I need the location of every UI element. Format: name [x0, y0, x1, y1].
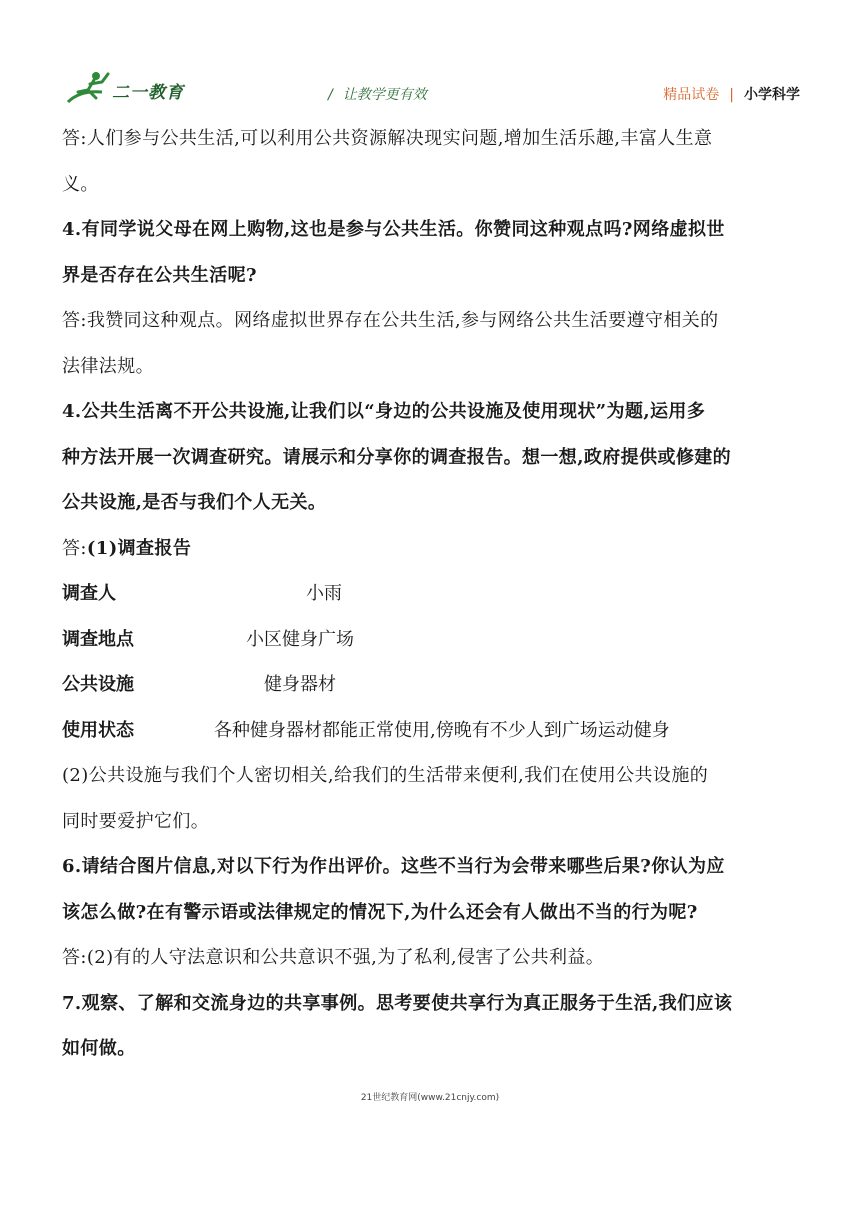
answer-line: 答:我赞同这种观点。网络虚拟世界存在公共生活,参与网络公共生活要遵守相关的	[62, 310, 719, 331]
logo-text: 二一教育	[112, 83, 184, 103]
answer-line: 法律法规。	[62, 355, 154, 377]
runner-logo-icon	[66, 70, 114, 106]
logo	[66, 70, 186, 110]
page-header	[0, 0, 860, 112]
header-separator: |	[729, 87, 734, 103]
report-row	[62, 662, 802, 708]
report-row	[62, 708, 802, 754]
document-body	[62, 116, 802, 1072]
report-label: 调查人	[62, 583, 116, 604]
page-footer: 21世纪教育网(www.21cnjy.com)	[360, 1093, 500, 1103]
answer-line: 答:人们参与公共生活,可以利用公共资源解决现实问题,增加生活乐趣,丰富人生意	[62, 128, 713, 149]
report-heading	[62, 526, 802, 572]
question-line: 该怎么做?在有警示语或法律规定的情况下,为什么还会有人做出不当的行为呢?	[62, 901, 698, 923]
answer-line: 答:(2)有的人守法意识和公共意识不强,为了私利,侵害了公共利益。	[62, 947, 605, 968]
question-line: 4.有同学说父母在网上购物,这也是参与公共生活。你赞同这种观点吗?网络虚拟世	[62, 219, 725, 240]
report-value: 各种健身器材都能正常使用,傍晚有不少人到广场运动健身	[214, 719, 670, 741]
paper-tag: 精品试卷	[663, 87, 720, 103]
slogan-text: 让教学更有效	[342, 87, 427, 103]
brand-right	[663, 84, 800, 104]
slogan	[328, 84, 427, 104]
answer-line: 同时要爱护它们。	[62, 810, 210, 832]
answer-line: 义。	[62, 173, 99, 195]
slogan-slash: /	[328, 87, 333, 103]
question-line: 4.公共生活离不开公共设施,让我们以“身边的公共设施及使用现状”为题,运用多	[62, 401, 706, 422]
report-label: 使用状态	[62, 719, 134, 741]
report-label: 公共设施	[62, 674, 134, 695]
answer-line: (2)公共设施与我们个人密切相关,给我们的生活带来便利,我们在使用公共设施的	[62, 765, 709, 786]
question-line: 界是否存在公共生活呢?	[62, 264, 257, 286]
question-line: 公共设施,是否与我们个人无关。	[62, 492, 327, 513]
question-line: 种方法开展一次调查研究。请展示和分享你的调查报告。想一想,政府提供或修建的	[62, 446, 732, 468]
report-value: 小雨	[306, 583, 342, 604]
report-label: 调查地点	[62, 628, 134, 650]
report-value: 小区健身广场	[246, 628, 354, 650]
report-title: (1)调查报告	[86, 537, 192, 559]
answer-prefix: 答:	[62, 537, 87, 559]
question-line: 6.请结合图片信息,对以下行为作出评价。这些不当行为会带来哪些后果?你认为应	[62, 856, 725, 877]
report-value: 健身器材	[264, 674, 336, 695]
question-line: 如何做。	[62, 1038, 136, 1059]
report-row	[62, 617, 802, 663]
subject-tag: 小学科学	[744, 87, 800, 103]
report-row	[62, 571, 802, 617]
question-line: 7.观察、了解和交流身边的共享事例。思考要使共享行为真正服务于生活,我们应该	[62, 992, 733, 1014]
